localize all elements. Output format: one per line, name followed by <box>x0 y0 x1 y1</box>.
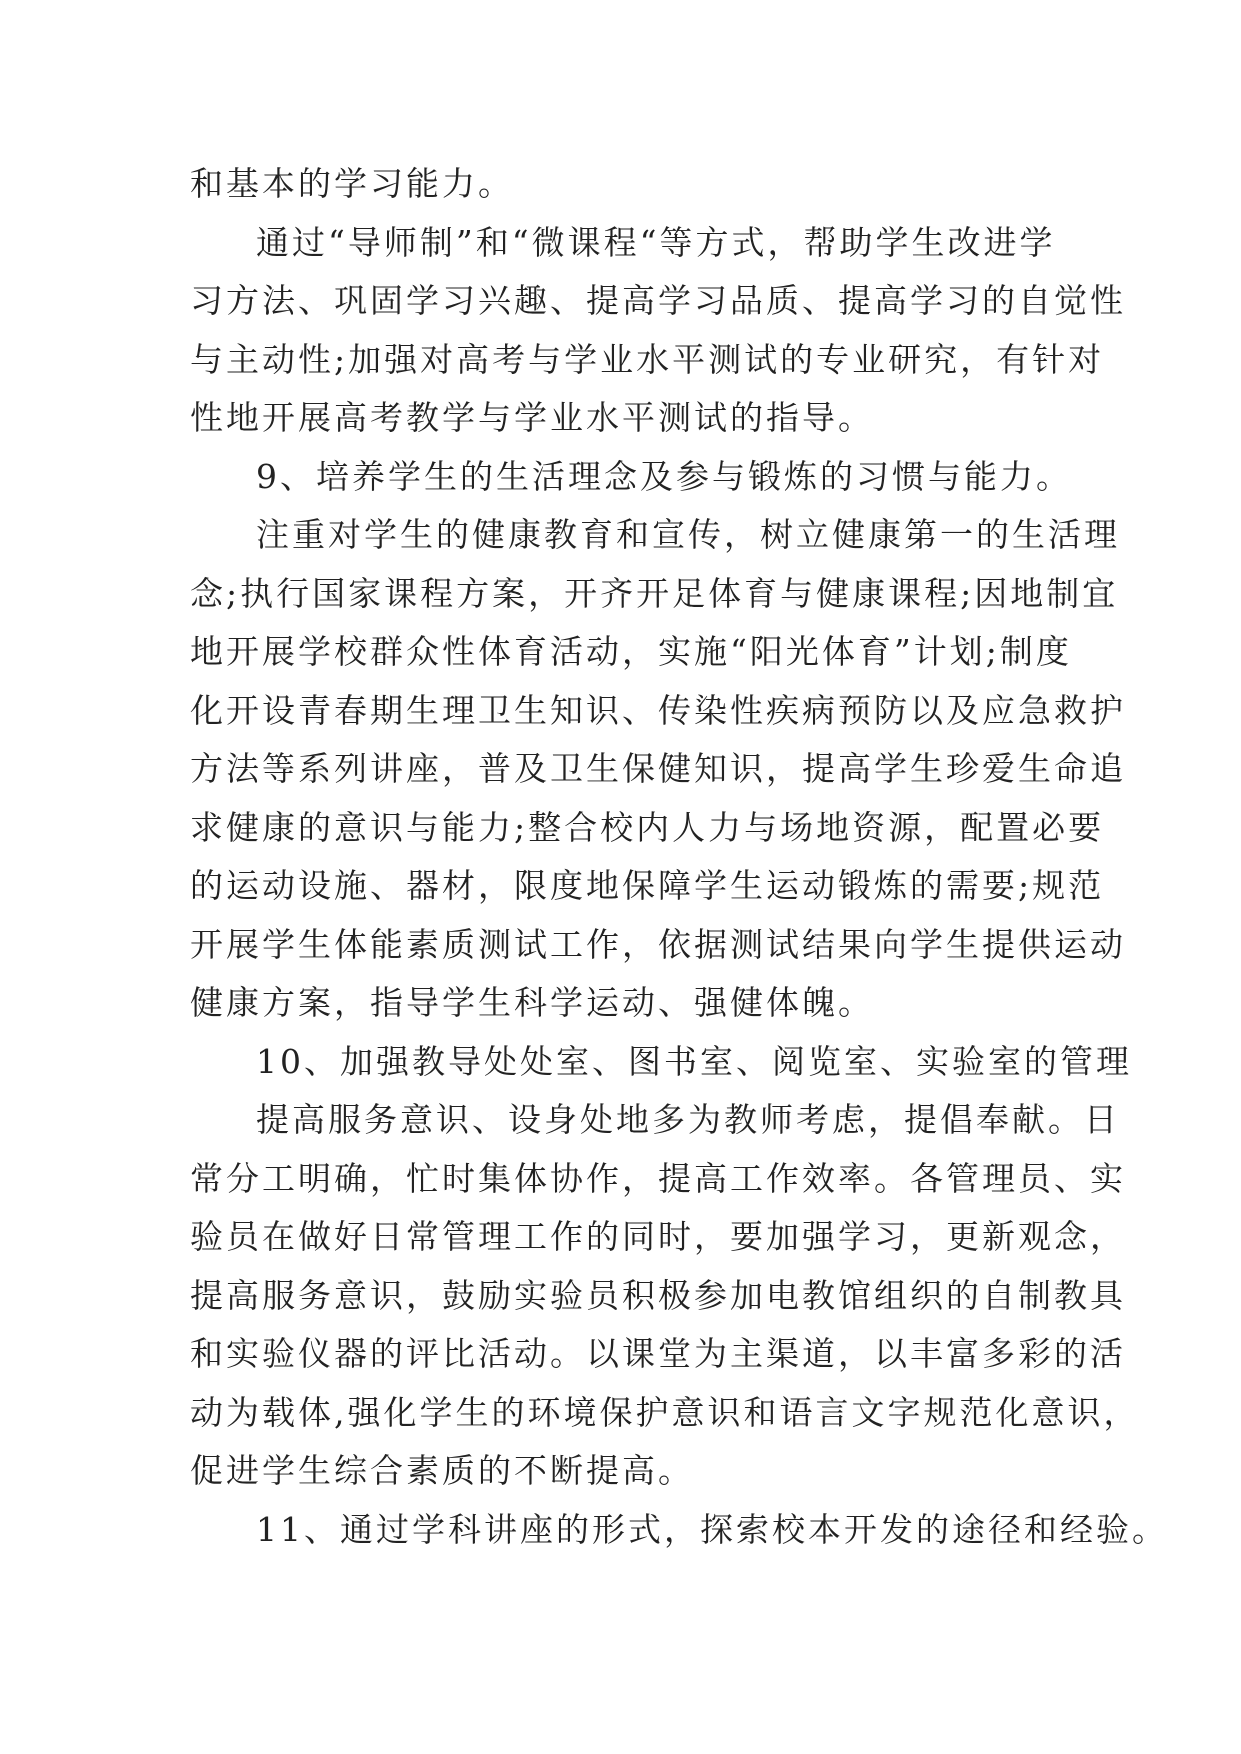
section-heading: 11、通过学科讲座的形式，探索校本开发的途径和经验。 <box>256 1509 1168 1549</box>
text-line: 通过“导师制”和“微课程“等方式，帮助学生改进学 <box>256 222 1056 262</box>
text-line: 常分工明确，忙时集体协作，提高工作效率。各管理员、实 <box>190 1158 1126 1198</box>
text-line: 习方法、巩固学习兴趣、提高学习品质、提高学习的自觉性 <box>190 281 1126 320</box>
text-line: 和实验仪器的评比活动。以课堂为主渠道，以丰富多彩的活 <box>190 1334 1126 1373</box>
text-line: 开展学生体能素质测试工作，依据测试结果向学生提供运动 <box>190 924 1126 964</box>
text-line: 验员在做好日常管理工作的同时，要加强学习，更新观念， <box>190 1217 1126 1256</box>
section-heading: 10、加强教导处处室、图书室、阅览室、实验室的管理 <box>256 1041 1132 1081</box>
text-line: 促进学生综合素质的不断提高。 <box>190 1451 694 1490</box>
text-line: 注重对学生的健康教育和宣传，树立健康第一的生活理 <box>256 515 1120 554</box>
text-line: 与主动性;加强对高考与学业水平测试的专业研究，有针对 <box>190 339 1105 379</box>
text-line: 念;执行国家课程方案，开齐开足体育与健康课程;因地制宜 <box>190 573 1119 613</box>
text-line: 方法等系列讲座，普及卫生保健知识，提高学生珍爱生命追 <box>190 749 1126 788</box>
section-heading: 9、培养学生的生活理念及参与锻炼的习惯与能力。 <box>256 456 1072 496</box>
text-line: 的运动设施、器材，限度地保障学生运动锻炼的需要;规范 <box>190 866 1105 905</box>
text-line: 地开展学校群众性体育活动，实施“阳光体育”计划;制度 <box>190 632 1072 671</box>
document-body <box>190 155 1168 1559</box>
text-line: 和基本的学习能力。 <box>190 164 514 203</box>
text-line: 健康方案，指导学生科学运动、强健体魄。 <box>190 983 874 1022</box>
text-line: 动为载体,强化学生的环境保护意识和语言文字规范化意识， <box>190 1392 1140 1432</box>
text-line: 化开设青春期生理卫生知识、传染性疾病预防以及应急救护 <box>190 690 1126 730</box>
text-line: 提高服务意识、设身处地多为教师考虑，提倡奉献。日 <box>256 1100 1120 1139</box>
text-line: 提高服务意识，鼓励实验员积极参加电教馆组织的自制教具 <box>190 1275 1126 1315</box>
text-line: 性地开展高考教学与学业水平测试的指导。 <box>190 398 874 437</box>
text-line: 求健康的意识与能力;整合校内人力与场地资源，配置必要 <box>190 807 1105 847</box>
